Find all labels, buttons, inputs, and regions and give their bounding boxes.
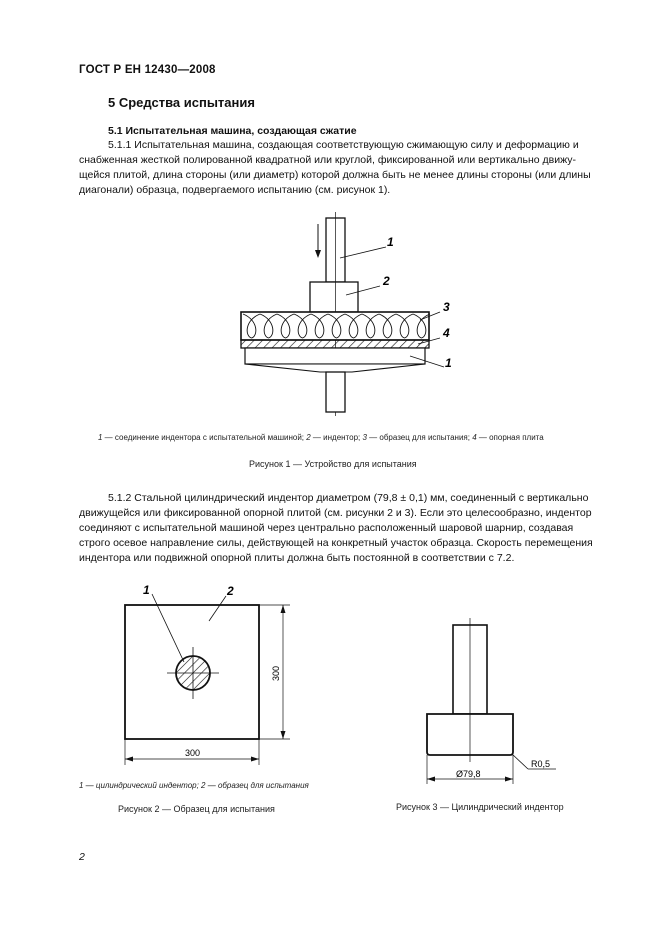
subsection-title: 5.1 Испытательная машина, создающая сжатие: [108, 125, 357, 137]
page-number: 2: [79, 851, 85, 863]
paragraph-line: соединяют с испытательной машиной через центрально расположенный шаровой шарнир, создавая: [79, 522, 574, 534]
paragraph-line: щейся плитой, длина стороны (или диаметр) которой должна быть не менее длины стороны (или длины: [79, 169, 591, 181]
figure-3-caption: Рисунок 3 — Цилиндрический индентор: [396, 802, 564, 812]
section-title: 5 Средства испытания: [108, 95, 255, 110]
figure-1-legend: [98, 433, 544, 442]
figure-1-caption: Рисунок 1 — Устройство для испытания: [249, 459, 417, 469]
fig2-label-1: 1: [143, 583, 150, 597]
fig1-bottom-rod: [326, 372, 345, 412]
paragraph-line: строго осевое направление силы, действующей на конкретный участок образца. Скорость перемещения: [79, 537, 593, 549]
paragraph-line: движущейся или фиксированной опорной плитой (см. рисунки 2 и 3). Если это целесообразно, индентор: [79, 507, 592, 519]
paragraph-line: индентора или подвижной опорной плиты должна быть постоянной в соответствии с 7.2.: [79, 552, 515, 564]
paragraph-5-1-2: [79, 491, 615, 566]
legend-num: 4: [472, 433, 477, 442]
fig2-height-label: 300: [271, 665, 281, 681]
fig1-base-plate: [241, 340, 429, 348]
legend-text: — индентор;: [310, 433, 363, 442]
figure-2-legend: 1 — цилиндрический индентор; 2 — образец для испытания: [79, 781, 309, 790]
fig1-indenter: [310, 282, 358, 312]
fig3-diameter-label: Ø79,8: [456, 769, 481, 779]
legend-num: 3: [362, 433, 367, 442]
fig1-label-1: 1: [387, 235, 394, 249]
paragraph-line: диагонали) образца, подвергаемого испытанию (см. рисунок 1).: [79, 184, 391, 196]
fig1-label-2: 2: [383, 274, 390, 288]
paragraph-line: 5.1.1 Испытательная машина, создающая соответствующую сжимающую силу и деформацию и: [108, 139, 579, 151]
document-header: ГОСТ Р ЕН 12430—2008: [79, 64, 216, 76]
legend-text: — опорная плита: [476, 433, 544, 442]
paragraph-line: снабженная жесткой полированной квадратной или круглой, фиксированной или вертикально движу-: [79, 154, 577, 166]
fig1-lower-plate: [245, 348, 425, 364]
fig3-radius-label: R0,5: [531, 759, 551, 769]
legend-num: 1: [98, 433, 103, 442]
legend-num: 2: [306, 433, 311, 442]
paragraph-line: 5.1.2 Стальной цилиндрический индентор диаметром (79,8 ± 0,1) мм, соединенный с вертикально: [108, 492, 589, 504]
figure-2-caption: Рисунок 2 — Образец для испытания: [118, 804, 275, 814]
legend-text: — образец для испытания;: [366, 433, 473, 442]
fig1-label-4: 4: [443, 326, 450, 340]
legend-text: — соединение индентора с испытательной машиной;: [102, 433, 307, 442]
fig2-width-label: 300: [185, 748, 201, 758]
fig1-label-3: 3: [443, 300, 450, 314]
fig1-label-1b: 1: [445, 356, 452, 370]
fig2-label-2: 2: [227, 584, 234, 598]
